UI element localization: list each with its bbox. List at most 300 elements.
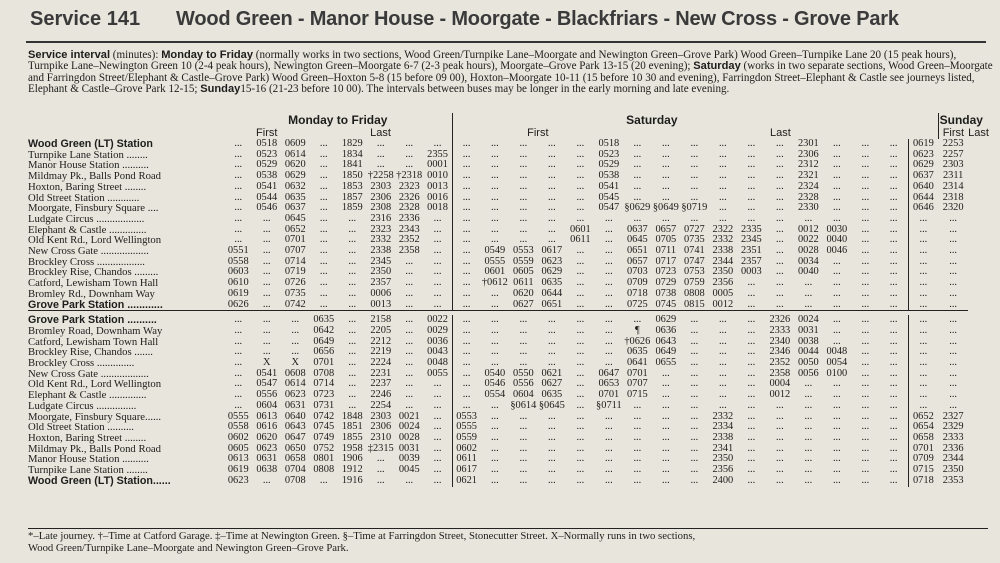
time-cell: ... (405, 255, 414, 267)
stop-name: Moorgate, Finsbury Square...... (28, 410, 162, 423)
time-cell: ... (832, 266, 841, 278)
time-cell: ... (262, 277, 271, 289)
time-cell: ... (861, 138, 870, 149)
time-cell: 0056 (797, 367, 819, 379)
time-cell: ... (234, 324, 243, 336)
time-cell: ... (690, 138, 699, 149)
time-cell: ... (633, 474, 642, 486)
time-cell: ... (319, 170, 328, 182)
time-cell: ... (490, 287, 499, 299)
time-cell: ... (490, 442, 499, 454)
time-cell: 0749 (313, 431, 335, 443)
time-cell: ... (490, 324, 499, 336)
time-cell: 0647 (598, 367, 620, 379)
time-cell: ... (747, 277, 756, 289)
time-cell: 0657 (626, 255, 648, 267)
time-cell: 2333 (769, 324, 791, 336)
time-cell: ... (405, 474, 414, 486)
time-cell: ... (452, 379, 481, 390)
time-cell: ... (747, 138, 756, 149)
time-cell: ... (348, 346, 357, 358)
time-cell: 0024 (398, 421, 420, 433)
time-cell: ... (889, 421, 898, 433)
time-cell: 2212 (370, 335, 392, 347)
time-cell: ... (319, 191, 328, 203)
time-cell: ... (319, 245, 328, 257)
time-cell: ... (376, 148, 385, 160)
time-cell: 0558 (227, 421, 249, 433)
time-cell: 0745 (313, 421, 335, 433)
time-cell: ... (262, 314, 271, 326)
time-cell: ... (661, 148, 670, 160)
time-cell: ... (633, 212, 642, 224)
time-cell: 2253 (942, 138, 964, 149)
time-cell: ... (405, 324, 414, 336)
time-cell: ... (490, 346, 499, 358)
time-cell: 0617 (541, 245, 563, 257)
time-cell: 0619 (227, 464, 249, 476)
time-cell: ... (690, 378, 699, 390)
time-cell: ... (490, 298, 499, 310)
time-cell: 0759 (683, 277, 705, 289)
time-cell: ... (604, 234, 613, 246)
time-cell: ... (908, 401, 938, 412)
time-cell: ... (908, 257, 938, 268)
time-cell: ... (519, 453, 528, 465)
time-cell: ... (889, 389, 898, 401)
time-cell: ... (604, 223, 613, 235)
time-cell: ... (633, 421, 642, 433)
stop-name: Catford, Lewisham Town Hall (28, 335, 159, 348)
time-cell: ... (718, 367, 727, 379)
time-cell: 2350 (370, 266, 392, 278)
time-cell: ... (576, 335, 585, 347)
time-cell: 0012 (769, 389, 791, 401)
time-cell: §0719 (681, 202, 708, 214)
time-cell: 2338 (370, 245, 392, 257)
time-cell: 0647 (284, 431, 306, 443)
time-cell: ... (949, 335, 958, 347)
time-cell: 0004 (769, 378, 791, 390)
time-cell: ... (519, 234, 528, 246)
time-cell: ... (433, 389, 442, 401)
time-cell: ... (775, 277, 784, 289)
time-cell: 0723 (313, 389, 335, 401)
time-cell: ... (861, 367, 870, 379)
time-cell: ... (348, 335, 357, 347)
time-cell: ... (747, 389, 756, 401)
time-cell: ... (262, 346, 271, 358)
time-cell: ... (519, 335, 528, 347)
time-cell: §0711 (596, 399, 622, 411)
stop-name: New Cross Gate .................. (28, 367, 149, 380)
time-cell: §0649 (652, 202, 679, 214)
time-cell: ... (604, 314, 613, 326)
time-cell: 0643 (655, 335, 677, 347)
time-cell: ... (576, 357, 585, 369)
time-cell: 1850 (341, 170, 363, 182)
time-cell: ... (661, 389, 670, 401)
time-cell: ... (861, 277, 870, 289)
time-cell: ... (405, 335, 414, 347)
time-cell: 2340 (769, 335, 791, 347)
time-cell: 0653 (598, 378, 620, 390)
time-cell: 0619 (908, 139, 938, 150)
time-cell: ... (519, 442, 528, 454)
time-cell: ... (633, 464, 642, 476)
time-cell: ... (775, 255, 784, 267)
time-cell: ... (452, 235, 481, 246)
time-cell: ... (804, 474, 813, 486)
time-cell: ... (234, 170, 243, 182)
time-cell: 0605 (512, 266, 534, 278)
time-cell: ... (433, 453, 442, 465)
time-cell: 0629 (655, 314, 677, 326)
time-cell: ... (234, 357, 243, 369)
time-cell: 0518 (598, 138, 620, 149)
time-cell: ... (661, 410, 670, 422)
time-cell: ... (661, 159, 670, 171)
time-cell: 0701 (908, 444, 938, 455)
time-cell: 0054 (826, 357, 848, 369)
time-cell: ... (604, 255, 613, 267)
time-cell: ... (775, 180, 784, 192)
time-cell: 0717 (655, 255, 677, 267)
time-cell: ... (319, 287, 328, 299)
time-cell: ... (690, 389, 699, 401)
time-cell: ... (889, 357, 898, 369)
time-cell: ... (949, 245, 958, 257)
time-cell: ... (319, 138, 328, 149)
time-cell: ... (832, 453, 841, 465)
time-cell: ... (775, 223, 784, 235)
stop-name: Old Street Station .......... (28, 421, 134, 434)
time-cell: 0631 (284, 399, 306, 411)
time-cell: ... (861, 389, 870, 401)
time-cell: ... (747, 421, 756, 433)
time-cell: 0641 (626, 357, 648, 369)
time-cell: ... (747, 346, 756, 358)
time-cell: 0742 (284, 298, 306, 310)
time-cell: ... (262, 287, 271, 299)
time-cell: ... (262, 474, 271, 486)
time-cell: ... (889, 367, 898, 379)
time-cell: ... (690, 324, 699, 336)
stop-name: Elephant & Castle .............. (28, 389, 147, 402)
time-cell: ... (234, 389, 243, 401)
time-cell: 0551 (227, 245, 249, 257)
time-cell: 1841 (341, 159, 363, 171)
time-cell: ... (690, 431, 699, 443)
time-cell: 0705 (655, 234, 677, 246)
time-cell: ... (405, 399, 414, 411)
time-cell: ... (775, 442, 784, 454)
time-cell: ... (433, 474, 442, 486)
outbound-row (28, 300, 984, 311)
time-cell: ... (319, 180, 328, 192)
time-cell: ... (452, 337, 481, 348)
time-cell: ... (690, 410, 699, 422)
route-title: Wood Green - Manor House - Moorgate - Blackfriars - New Cross - Grove Park (176, 8, 899, 30)
time-cell: ... (832, 442, 841, 454)
sun-last-label: Last (968, 127, 989, 139)
time-cell: 0541 (256, 367, 278, 379)
time-cell: ... (604, 421, 613, 433)
time-cell: ... (775, 170, 784, 182)
time-cell: 2353 (942, 474, 964, 486)
stop-name: Grove Park Station .......... (28, 314, 157, 327)
time-cell: ... (889, 442, 898, 454)
time-cell: ... (405, 287, 414, 299)
time-cell: 0707 (284, 245, 306, 257)
time-cell: 2356 (712, 464, 734, 476)
time-cell: ... (908, 326, 938, 337)
time-cell: ... (452, 257, 481, 268)
outbound-row (28, 182, 984, 193)
time-cell: ... (861, 266, 870, 278)
time-cell: ... (690, 212, 699, 224)
time-cell: 2338 (712, 245, 734, 257)
time-cell: ... (889, 277, 898, 289)
time-cell: 1906 (341, 453, 363, 465)
time-cell: ... (690, 442, 699, 454)
time-cell: 0601 (484, 266, 506, 278)
time-cell: ... (490, 464, 499, 476)
time-cell: ... (832, 378, 841, 390)
service-number: Service 141 (30, 8, 141, 30)
time-cell: 0635 (541, 277, 563, 289)
time-cell: ... (661, 421, 670, 433)
time-cell: †2258 (367, 170, 394, 182)
time-cell: ... (861, 431, 870, 443)
time-cell: 0652 (908, 412, 938, 423)
time-cell: ... (832, 410, 841, 422)
time-cell: ... (519, 170, 528, 182)
time-cell: ... (547, 148, 556, 160)
time-cell: ... (633, 159, 642, 171)
stop-name: Manor House Station .......... (28, 159, 149, 172)
time-cell: ... (405, 277, 414, 289)
time-cell: ... (348, 234, 357, 246)
time-cell: 0652 (284, 223, 306, 235)
time-cell: 1853 (341, 180, 363, 192)
stop-name: Turnpike Lane Station ........ (28, 148, 148, 161)
time-cell: 2326 (398, 191, 420, 203)
time-cell: ... (405, 266, 414, 278)
time-cell: 0709 (626, 277, 648, 289)
footnote-line-1: *–Late journey. †–Time at Catford Garage. ‡–Time at Newington Green. §–Time at Farringdon Street, Stonecutter Street. X–Normally runs in two sections, (28, 530, 696, 542)
time-cell: ... (234, 202, 243, 214)
time-cell: ... (234, 234, 243, 246)
time-cell: 0100 (826, 367, 848, 379)
time-cell: ... (234, 346, 243, 358)
time-cell: 2314 (942, 180, 964, 192)
time-cell: 0635 (313, 314, 335, 326)
time-cell: ... (234, 378, 243, 390)
time-cell: 0726 (284, 277, 306, 289)
time-cell: ... (889, 255, 898, 267)
time-cell: ... (861, 148, 870, 160)
time-cell: 0747 (683, 255, 705, 267)
time-cell: 0655 (655, 357, 677, 369)
time-cell: ... (519, 202, 528, 214)
time-cell: 1859 (341, 202, 363, 214)
time-cell: 0617 (452, 465, 481, 476)
time-cell: 0650 (284, 442, 306, 454)
time-cell: ... (576, 180, 585, 192)
time-cell: ... (775, 298, 784, 310)
time-cell: 2301 (797, 138, 819, 149)
time-cell: ... (690, 464, 699, 476)
time-cell: 2357 (740, 255, 762, 267)
time-cell: ... (319, 266, 328, 278)
time-cell: 0541 (598, 180, 620, 192)
time-cell: ... (547, 324, 556, 336)
time-cell: ... (861, 474, 870, 486)
time-cell: ... (661, 453, 670, 465)
time-cell: ... (519, 159, 528, 171)
time-cell: ... (490, 180, 499, 192)
inbound-row (28, 401, 984, 412)
time-cell: ... (889, 399, 898, 411)
time-cell: ... (348, 255, 357, 267)
time-cell: 0701 (598, 389, 620, 401)
time-cell: 0028 (797, 245, 819, 257)
time-cell: ... (775, 191, 784, 203)
time-cell: ... (747, 410, 756, 422)
time-cell: ... (832, 287, 841, 299)
time-cell: 0036 (427, 335, 448, 347)
time-cell: 2316 (370, 212, 392, 224)
time-cell: ... (490, 234, 499, 246)
time-cell: ... (690, 421, 699, 433)
stop-name: Hoxton, Baring Street ........ (28, 431, 147, 444)
time-cell: ... (861, 159, 870, 171)
time-cell: ... (452, 401, 481, 412)
time-cell: ... (490, 159, 499, 171)
time-cell: ... (547, 410, 556, 422)
time-cell: ... (519, 324, 528, 336)
time-cell: ... (889, 212, 898, 224)
time-cell: 2350 (712, 453, 734, 465)
time-cell: ... (376, 138, 385, 149)
time-cell: 2306 (370, 421, 392, 433)
time-cell: ... (234, 399, 243, 411)
time-cell: ... (433, 212, 442, 224)
time-cell: 2306 (370, 191, 392, 203)
time-cell: ... (949, 298, 958, 310)
time-cell: 2219 (370, 346, 392, 358)
time-cell: ... (433, 234, 442, 246)
time-cell: ... (452, 203, 481, 214)
time-cell: ... (747, 298, 756, 310)
time-cell: ... (832, 431, 841, 443)
time-cell: ... (747, 378, 756, 390)
time-cell: ... (348, 223, 357, 235)
time-cell: 2355 (427, 148, 448, 160)
time-cell: ... (775, 148, 784, 160)
time-cell: ... (433, 245, 442, 257)
time-cell: ... (861, 442, 870, 454)
time-cell: X (262, 357, 271, 369)
stop-name: Mildmay Pk., Balls Pond Road (28, 442, 162, 455)
time-cell: 2344 (712, 255, 734, 267)
time-cell: ... (832, 138, 841, 149)
time-cell: ... (452, 214, 481, 225)
time-cell: 0549 (484, 245, 506, 257)
time-cell: ... (747, 180, 756, 192)
time-cell: ... (405, 378, 414, 390)
time-cell: ... (832, 389, 841, 401)
time-cell: ... (633, 180, 642, 192)
time-cell: 0707 (626, 378, 648, 390)
time-cell: ... (718, 180, 727, 192)
time-cell: ... (519, 474, 528, 486)
time-cell: ... (547, 335, 556, 347)
time-cell: ... (832, 314, 841, 326)
time-cell: ... (747, 314, 756, 326)
time-cell: ... (718, 324, 727, 336)
time-cell: ... (519, 223, 528, 235)
time-cell: ... (949, 255, 958, 267)
time-cell: ... (452, 347, 481, 358)
time-cell: 0613 (227, 453, 249, 465)
time-cell: ... (690, 148, 699, 160)
time-cell: 0753 (683, 266, 705, 278)
interval-sun-text: 15-16 (21-23 before 10 00). The intervals between buses may be longer in the early morning and late evening. (240, 82, 730, 95)
time-cell: ... (576, 202, 585, 214)
time-cell: ... (804, 287, 813, 299)
time-cell: ... (452, 160, 481, 171)
time-cell: ... (452, 390, 481, 401)
stop-name: Brockley Rise, Chandos ....... (28, 346, 153, 359)
time-cell: ... (234, 212, 243, 224)
time-cell: ... (348, 357, 357, 369)
stop-name: Old Street Station ............ (28, 191, 140, 204)
time-cell: 0621 (541, 367, 563, 379)
time-cell: ... (718, 170, 727, 182)
time-cell: ... (604, 287, 613, 299)
time-cell: 1834 (341, 148, 363, 160)
time-cell: ... (576, 314, 585, 326)
time-cell: ... (490, 138, 499, 149)
time-cell: ... (908, 246, 938, 257)
time-cell: ... (291, 335, 300, 347)
interval-mf-label: Monday to Friday (161, 49, 254, 61)
time-cell: ... (262, 234, 271, 246)
time-cell: ... (861, 298, 870, 310)
time-cell: ... (234, 138, 243, 149)
time-cell: ... (661, 442, 670, 454)
time-cell: 0554 (484, 389, 506, 401)
time-cell: 0711 (655, 245, 677, 257)
time-cell: 2158 (370, 314, 392, 326)
time-cell: ... (319, 298, 328, 310)
time-cell: 2257 (942, 148, 964, 160)
time-cell: ... (452, 289, 481, 300)
time-cell: ... (908, 390, 938, 401)
time-cell: ... (576, 399, 585, 411)
time-cell: 0742 (313, 410, 335, 422)
time-cell: ... (832, 180, 841, 192)
time-cell: ... (747, 431, 756, 443)
time-cell: 0714 (284, 255, 306, 267)
time-cell: ... (889, 234, 898, 246)
time-cell: 0645 (626, 234, 648, 246)
stop-name: Bromley Rd., Downham Way (28, 287, 155, 300)
time-cell: ... (604, 464, 613, 476)
time-cell: ... (576, 474, 585, 486)
